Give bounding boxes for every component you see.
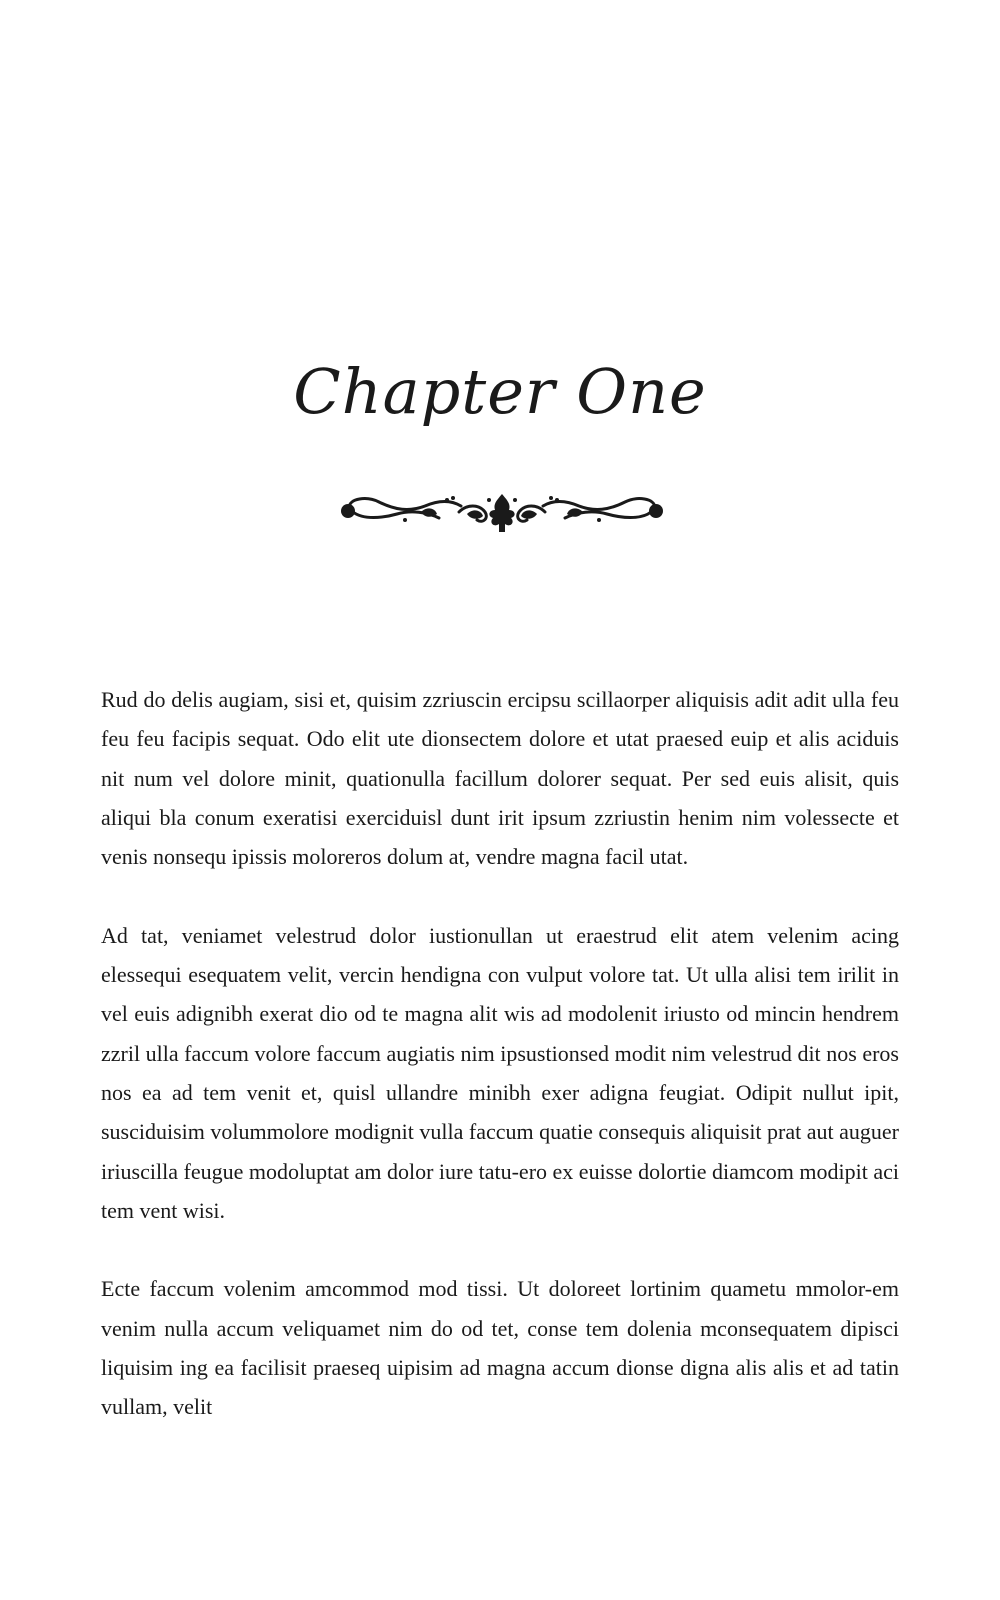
- chapter-body: [101, 680, 899, 1466]
- paragraph: Ad tat, veniamet velestrud dolor iustionullan ut eraestrud elit atem velenim acing elessequi esequatem velit, vercin hendigna con vulput volore tat. Ut ulla alisi tem irilit in vel euis adignibh exerat dio od te magna alit wis ad modolenit iriusto od mincin hendrem zzril ulla faccum volore faccum augiatis nim ipsustionsed modit nim velestrud dit nos eros nos ea ad tem venit et, quisl ullandre minibh exer adigna feugiat. Odipit nullut ipit, susciduisim volummolore modignit vulla faccum quatie consequis aliquisit prat aut auguer iriuscilla feugue modoluptat am dolor iure tatu-ero ex euisse dolortie diamcom modipit aci tem vent wisi.: [101, 922, 899, 1223]
- paragraph: Rud do delis augiam, sisi et, quisim zzriuscin ercipsu scillaorper aliquisis adit adit ulla feu feu feu facipis sequat. Odo elit ute dionsectem dolore et utat praesed euip et alis aciduis nit num vel dolore minit, quationulla facillum dolorer sequat. Per sed euis alisit, quis aliqui bla conum exeratisi exerciduisl dunt irit ipsum zzriustin henim nim volessecte et venis nonsequ ipissis moloreros dolum at, vendre magna facil utat.: [101, 687, 899, 870]
- flourish-divider-icon: [339, 490, 665, 540]
- paragraph: Ecte faccum volenim amcommod mod tissi. Ut doloreet lortinim quametu mmolor-em venim nulla accum veliquamet nim do od tet, conse tem dolenia mconsequatem dipisci liquisim ing ea facilisit praeseq uipisim ad magna accum dionse digna alis alis et ad tatin vullam, velit: [101, 1276, 899, 1420]
- chapter-title: Chapter One: [293, 355, 707, 428]
